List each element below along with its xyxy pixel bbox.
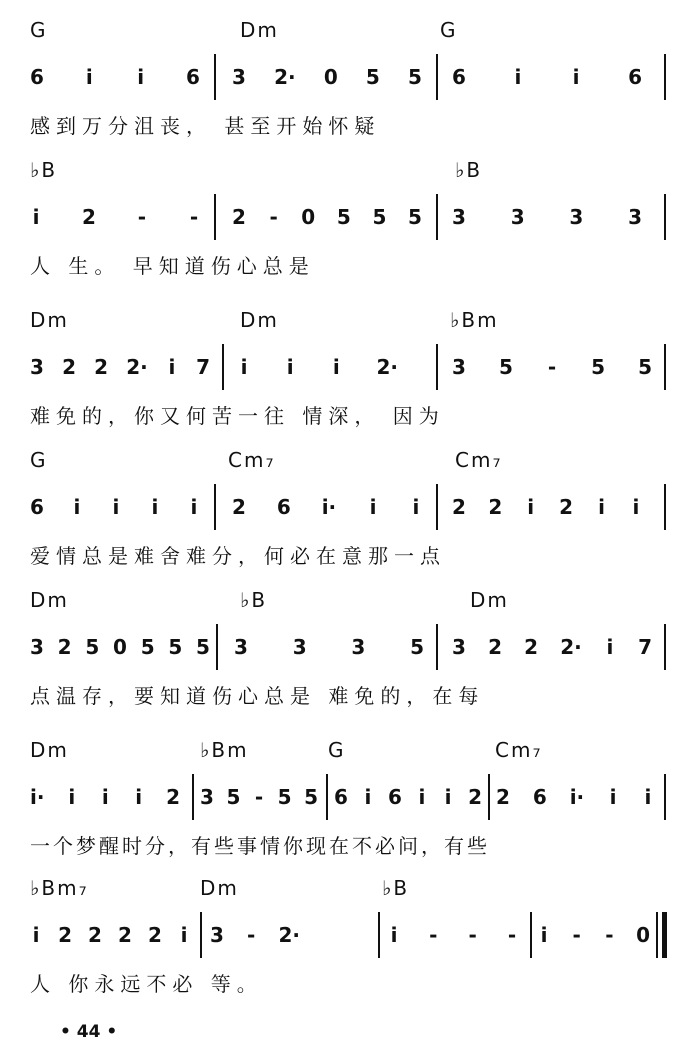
note: 5: [277, 785, 292, 809]
note: 2: [468, 785, 482, 809]
lyrics-line: 一个梦醒时分，有些事情你现在不必问，有些: [30, 834, 490, 858]
barline: [436, 344, 438, 390]
note: i: [68, 785, 76, 809]
lyrics-line: 爱情总是难舍难分，何必在意那一点: [30, 544, 446, 568]
barline: [530, 912, 532, 958]
note: 5: [408, 205, 422, 229]
note: i: [364, 785, 372, 809]
score-line-7: [0, 876, 700, 1006]
note: -: [247, 923, 256, 947]
barline: [436, 484, 438, 530]
note: 2: [62, 355, 76, 379]
chord: ♭B: [240, 588, 268, 612]
note: -: [269, 205, 278, 229]
note: -: [429, 923, 438, 947]
barline: [326, 774, 328, 820]
note: 2·: [278, 923, 300, 947]
chord: ♭B: [382, 876, 410, 900]
note: 2·: [274, 65, 296, 89]
score-line-5: [0, 588, 700, 718]
note: 6: [334, 785, 348, 809]
measure: [30, 342, 210, 392]
note: 3: [30, 355, 44, 379]
note: -: [605, 923, 614, 947]
note: i: [286, 355, 294, 379]
chord: G: [30, 448, 48, 472]
chord: Dm: [30, 738, 69, 762]
lyrics-line: 难免的，你又何苦一往 情深， 因为: [30, 404, 445, 428]
notation-row: [0, 192, 700, 242]
note: 5: [196, 635, 210, 659]
note: 2·: [560, 635, 582, 659]
score-line-4: [0, 448, 700, 578]
note: i: [390, 923, 398, 947]
notation-row: [0, 622, 700, 672]
note: -: [507, 923, 517, 947]
lyrics-line: 感到万分沮丧， 甚至开始怀疑: [30, 114, 381, 138]
score-line-1: [0, 18, 700, 148]
measure: [200, 772, 318, 822]
note: i: [151, 495, 159, 519]
note: 6: [452, 65, 466, 89]
note: 2: [94, 355, 109, 379]
note: 0: [636, 923, 650, 947]
note: 5: [168, 635, 183, 659]
lyrics-line: 点温存，要知道伤心总是 难免的，在每: [30, 684, 485, 708]
measure: [388, 910, 518, 960]
note: 3: [351, 635, 366, 659]
chord: Cm₇: [455, 448, 503, 472]
barline: [436, 624, 438, 670]
note: 5: [336, 205, 351, 229]
note: i: [190, 495, 198, 519]
note: 6: [30, 65, 44, 89]
note: i: [632, 495, 640, 519]
note: 6: [30, 495, 44, 519]
measure: [496, 772, 654, 822]
measure: [30, 482, 200, 532]
score-line-2: [0, 158, 700, 288]
lyrics-line: 人 你永远不必 等。: [30, 972, 263, 996]
note: i·: [569, 785, 585, 809]
chord: ♭B: [30, 158, 58, 182]
note: -: [572, 923, 581, 947]
note: 6: [628, 65, 642, 89]
page-number: • 44 •: [60, 1022, 118, 1042]
note: 2: [148, 923, 162, 947]
measure: [238, 342, 398, 392]
note: i: [32, 205, 40, 229]
measure: [452, 192, 642, 242]
note: 2: [452, 495, 466, 519]
note: 2: [488, 495, 503, 519]
note: i: [85, 65, 93, 89]
chord: ♭B: [455, 158, 483, 182]
chord: ♭Bm₇: [30, 876, 89, 900]
barline: [378, 912, 380, 958]
chord: Dm: [30, 588, 69, 612]
barline: [216, 624, 218, 670]
measure: [234, 622, 424, 672]
barline: [436, 194, 438, 240]
note: -: [189, 205, 199, 229]
note: -: [137, 205, 147, 229]
note: 2·: [126, 355, 148, 379]
note: i·: [321, 495, 337, 519]
chord: G: [328, 738, 346, 762]
note: 3: [232, 65, 246, 89]
chord: G: [440, 18, 458, 42]
note: 2: [118, 923, 132, 947]
note: 6: [276, 495, 291, 519]
chord: Dm: [30, 308, 69, 332]
measure: [30, 52, 200, 102]
chord: Dm: [470, 588, 509, 612]
chord: Cm₇: [228, 448, 276, 472]
note: i: [135, 785, 143, 809]
note: i: [540, 923, 548, 947]
barline: [656, 912, 658, 958]
note: 2: [166, 785, 180, 809]
chord: Dm: [240, 18, 279, 42]
note: i: [32, 923, 40, 947]
note: 3: [452, 635, 466, 659]
note: i: [572, 65, 580, 89]
note: 6: [532, 785, 547, 809]
measure: [334, 772, 482, 822]
note: 5: [226, 785, 241, 809]
barline: [222, 344, 224, 390]
note: 5: [365, 65, 380, 89]
measure: [452, 622, 652, 672]
note: 7: [638, 635, 652, 659]
note: 3: [292, 635, 307, 659]
note: 7: [196, 355, 210, 379]
note: 5: [140, 635, 155, 659]
note: 2: [82, 205, 96, 229]
note: i: [418, 785, 426, 809]
measure: [232, 52, 422, 102]
note: i: [514, 65, 522, 89]
note: 0: [301, 205, 316, 229]
note: 5: [85, 635, 100, 659]
note: -: [254, 785, 264, 809]
score-line-3: [0, 308, 700, 438]
note: 5: [638, 355, 652, 379]
measure: [452, 342, 652, 392]
note: i: [332, 355, 340, 379]
note: 0: [113, 635, 127, 659]
barline: [664, 484, 666, 530]
note: i·: [30, 785, 45, 809]
note: i: [137, 65, 145, 89]
note: i: [369, 495, 377, 519]
note: 6: [186, 65, 200, 89]
note: 2: [58, 923, 72, 947]
barline: [214, 484, 216, 530]
note: 2: [57, 635, 72, 659]
note: 2: [232, 205, 246, 229]
note: 3: [452, 355, 466, 379]
note: 5: [372, 205, 387, 229]
note: 3: [234, 635, 248, 659]
note: 3: [210, 923, 224, 947]
note: 6: [388, 785, 402, 809]
note: i: [112, 495, 120, 519]
note: 2: [524, 635, 539, 659]
barline: [436, 54, 438, 100]
note: i: [180, 923, 188, 947]
measure: [452, 482, 642, 532]
notation-row: [0, 52, 700, 102]
barline: [664, 54, 666, 100]
chord: Cm₇: [495, 738, 543, 762]
barline: [664, 624, 666, 670]
measure: [232, 192, 422, 242]
note: 3: [30, 635, 44, 659]
note: 3: [628, 205, 642, 229]
note: 5: [591, 355, 605, 379]
note: 3: [510, 205, 525, 229]
measure: [452, 52, 642, 102]
measure: [30, 192, 200, 242]
barline: [664, 774, 666, 820]
chord: Dm: [240, 308, 279, 332]
note: 5: [408, 65, 422, 89]
note: 2·: [376, 355, 398, 379]
measure: [232, 482, 422, 532]
note: 3: [200, 785, 214, 809]
note: 0: [323, 65, 338, 89]
barline: [214, 194, 216, 240]
note: i: [240, 355, 248, 379]
note: i: [444, 785, 452, 809]
note: 2: [232, 495, 246, 519]
note: 2: [488, 635, 502, 659]
measure: [30, 622, 210, 672]
score-line-6: [0, 738, 700, 868]
barline: [200, 912, 202, 958]
measure: [538, 910, 650, 960]
chord: ♭Bm: [200, 738, 249, 762]
measure: [30, 910, 190, 960]
note: -: [468, 923, 477, 947]
lyrics-line: 人 生。 早知道伤心总是: [30, 254, 315, 278]
measure: [30, 772, 180, 822]
notation-row: [0, 910, 700, 960]
note: i: [598, 495, 605, 519]
barline: [664, 344, 666, 390]
note: 5: [304, 785, 318, 809]
chord: Dm: [200, 876, 239, 900]
note: -: [547, 355, 557, 379]
barline: [214, 54, 216, 100]
barline: [192, 774, 194, 820]
barline: [488, 774, 490, 820]
note: 3: [569, 205, 584, 229]
note: 3: [452, 205, 466, 229]
notation-row: [0, 342, 700, 392]
note: i: [527, 495, 535, 519]
note: 5: [410, 635, 424, 659]
note: i: [101, 785, 109, 809]
notation-row: [0, 772, 700, 822]
notation-row: [0, 482, 700, 532]
note: i: [412, 495, 420, 519]
note: 2: [559, 495, 574, 519]
note: i: [606, 635, 614, 659]
chord: ♭Bm: [450, 308, 499, 332]
chord: G: [30, 18, 48, 42]
note: i: [644, 785, 652, 809]
note: 2: [496, 785, 510, 809]
measure: [210, 910, 300, 960]
note: i: [168, 355, 176, 379]
note: i: [609, 785, 617, 809]
note: 2: [88, 923, 102, 947]
note: 5: [499, 355, 513, 379]
note: i: [73, 495, 81, 519]
barline: [664, 194, 666, 240]
final-barline: [662, 912, 667, 958]
